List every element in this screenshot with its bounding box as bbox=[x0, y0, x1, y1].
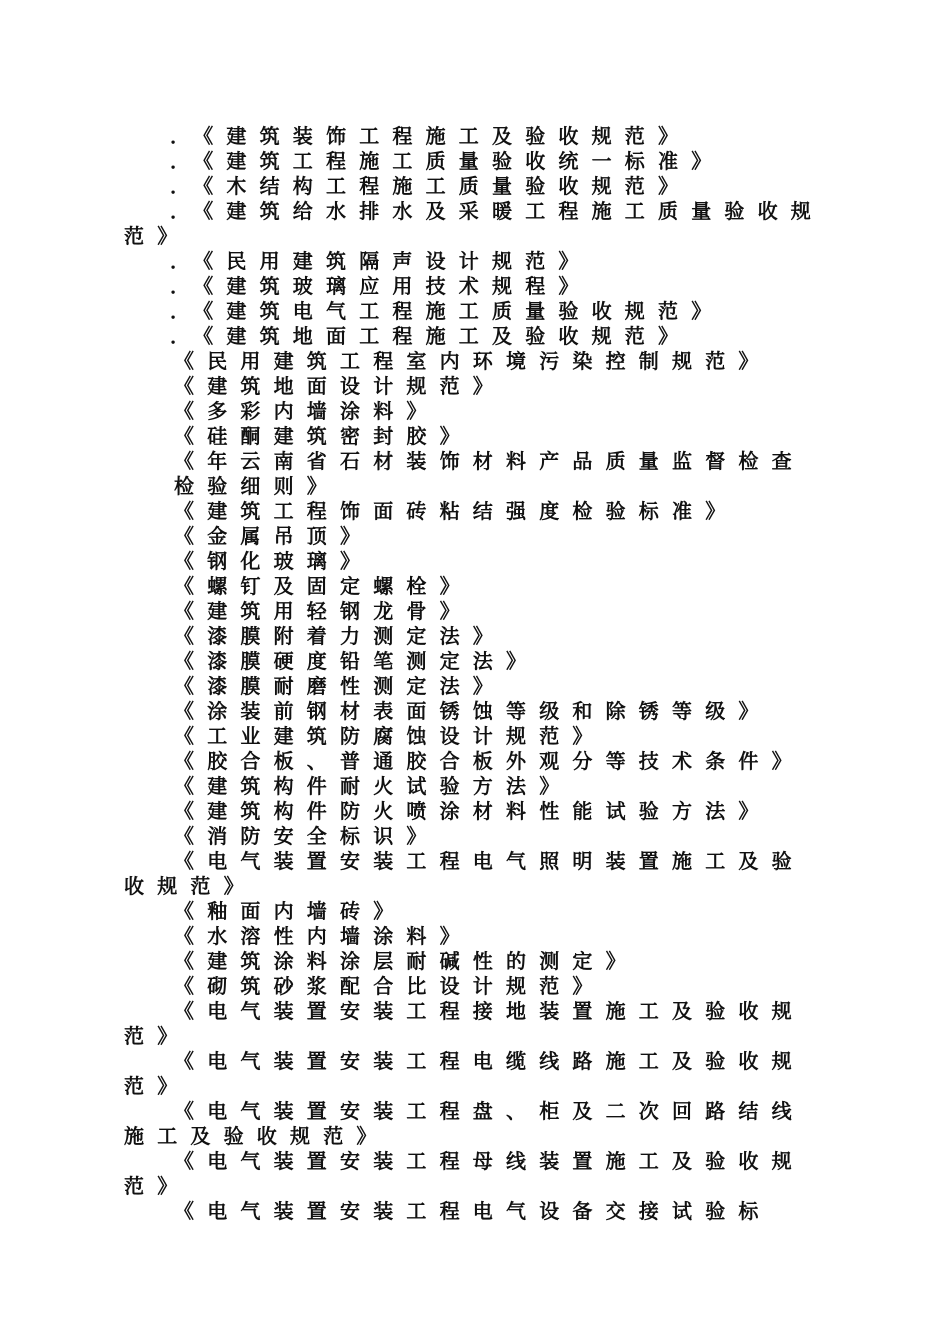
text-line: 《电气装置安装工程母线装置施工及验收规 bbox=[174, 1149, 805, 1173]
text-line: ．《民用建筑隔声设计规范》 bbox=[170, 249, 592, 273]
text-line: 《金属吊顶》 bbox=[174, 524, 374, 548]
text-line: 范》 bbox=[124, 224, 191, 248]
text-line: 《涂装前钢材表面锈蚀等级和除锈等级》 bbox=[174, 699, 772, 723]
text-line: 《建筑地面设计规范》 bbox=[174, 374, 506, 398]
text-line: ．《建筑装饰工程施工及验收规范》 bbox=[170, 124, 692, 148]
text-line: 《建筑工程饰面砖粘结强度检验标准》 bbox=[174, 499, 739, 523]
text-line: 检验细则》 bbox=[174, 474, 340, 498]
text-line: 《建筑构件耐火试验方法》 bbox=[174, 774, 573, 798]
text-line: 《釉面内墙砖》 bbox=[174, 899, 407, 923]
text-line: 收规范》 bbox=[124, 874, 257, 898]
text-line: 《钢化玻璃》 bbox=[174, 549, 374, 573]
text-line: 《消防安全标识》 bbox=[174, 824, 440, 848]
text-line: 《电气装置安装工程盘、柜及二次回路结线 bbox=[174, 1099, 805, 1123]
text-line: 《年云南省石材装饰材料产品质量监督检查 bbox=[174, 449, 805, 473]
text-line: ．《建筑给水排水及采暖工程施工质量验收规 bbox=[170, 199, 824, 223]
text-line: 范》 bbox=[124, 1074, 191, 1098]
text-line: 《工业建筑防腐蚀设计规范》 bbox=[174, 724, 606, 748]
text-line: 《多彩内墙涂料》 bbox=[174, 399, 440, 423]
text-line: 《电气装置安装工程接地装置施工及验收规 bbox=[174, 999, 805, 1023]
text-line: 范》 bbox=[124, 1174, 191, 1198]
text-line: 《漆膜耐磨性测定法》 bbox=[174, 674, 506, 698]
text-line: 《水溶性内墙涂料》 bbox=[174, 924, 473, 948]
text-line: 《螺钉及固定螺栓》 bbox=[174, 574, 473, 598]
text-line: 《建筑构件防火喷涂材料性能试验方法》 bbox=[174, 799, 772, 823]
text-line: 《漆膜附着力测定法》 bbox=[174, 624, 506, 648]
text-line: 《民用建筑工程室内环境污染控制规范》 bbox=[174, 349, 772, 373]
text-line: 范》 bbox=[124, 1024, 191, 1048]
text-line: ．《木结构工程施工质量验收规范》 bbox=[170, 174, 692, 198]
text-line: 《电气装置安装工程电气设备交接试验标 bbox=[174, 1199, 772, 1223]
text-line: 《建筑用轻钢龙骨》 bbox=[174, 599, 473, 623]
text-line: 《建筑涂料涂层耐碱性的测定》 bbox=[174, 949, 639, 973]
text-line: 《砌筑砂浆配合比设计规范》 bbox=[174, 974, 606, 998]
text-line: ．《建筑玻璃应用技术规程》 bbox=[170, 274, 592, 298]
text-line: 《硅酮建筑密封胶》 bbox=[174, 424, 473, 448]
text-line: 施工及验收规范》 bbox=[124, 1124, 390, 1148]
text-line: ．《建筑电气工程施工质量验收规范》 bbox=[170, 299, 725, 323]
text-line: 《胶合板、普通胶合板外观分等技术条件》 bbox=[174, 749, 805, 773]
text-line: ．《建筑地面工程施工及验收规范》 bbox=[170, 324, 692, 348]
text-line: ．《建筑工程施工质量验收统一标准》 bbox=[170, 149, 725, 173]
text-line: 《漆膜硬度铅笔测定法》 bbox=[174, 649, 540, 673]
text-line: 《电气装置安装工程电缆线路施工及验收规 bbox=[174, 1049, 805, 1073]
text-line: 《电气装置安装工程电气照明装置施工及验 bbox=[174, 849, 805, 873]
